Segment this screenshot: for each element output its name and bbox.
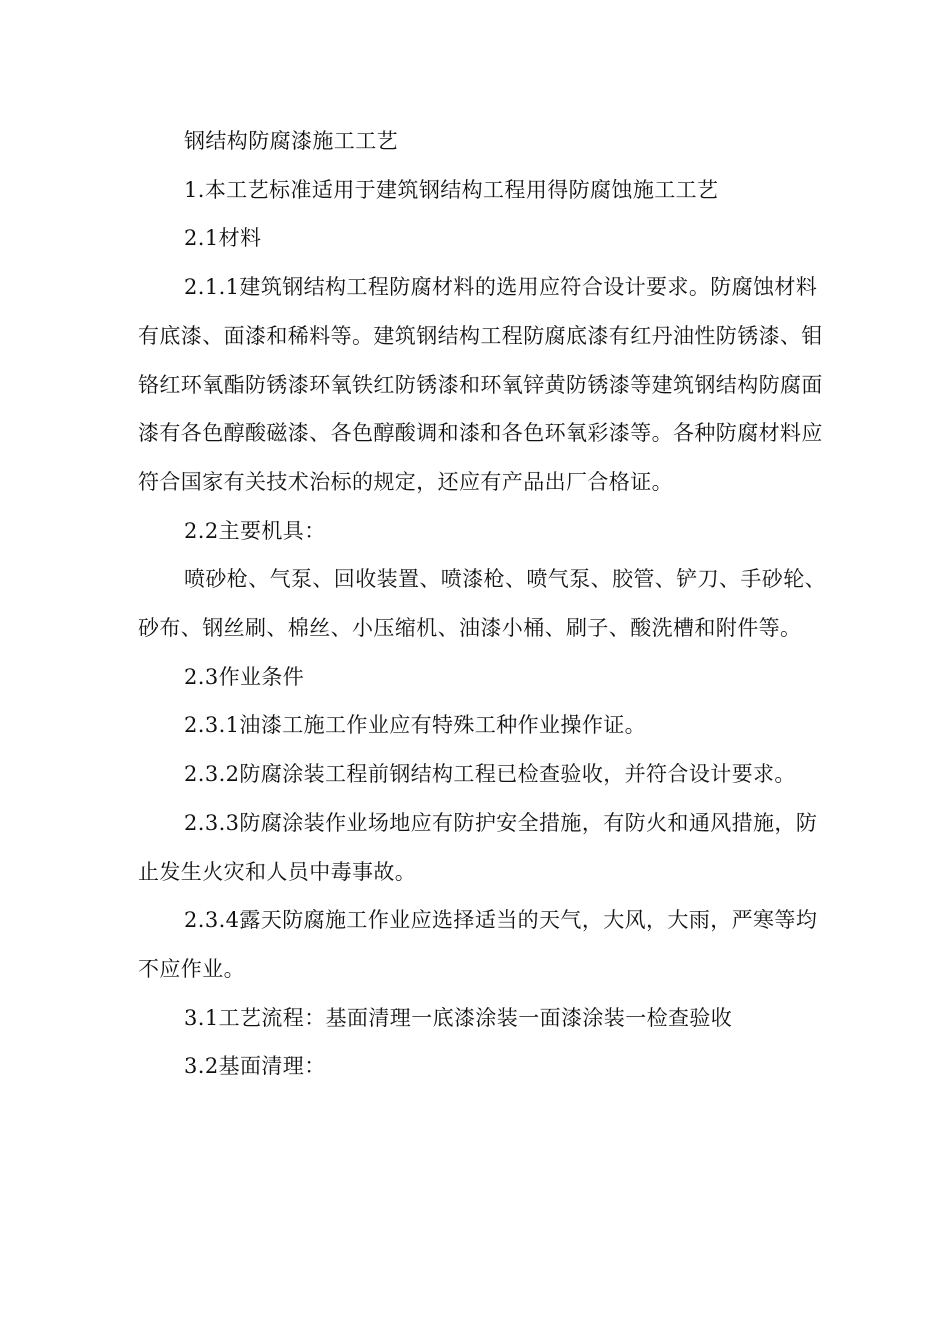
paragraph-process-flow: 3.1工艺流程：基面清理一底漆涂装一面漆涂装一检查验收 (184, 1005, 733, 1030)
heading-materials: 2.1材料 (184, 226, 262, 251)
paragraph-condition-2: 2.3.2防腐涂装工程前钢结构工程已检查验收，并符合设计要求。 (184, 762, 796, 787)
paragraph-materials-detail: 2.1.1建筑钢结构工程防腐材料的选用应符合设计要求。防腐蚀材料有底漆、面漆和稀料等。建筑钢结构工程防腐底漆有红丹油性防锈漆、钼铬红环氧酯防锈漆环氧铁红防锈漆和环氧锌黄防锈漆等建筑钢结构防腐面漆有各色醇酸磁漆、各色醇酸调和漆和各色环氧彩漆等。各种防腐材料应符合国家有关技术治标的规定，还应有产品出厂合格证。 (138, 275, 823, 494)
paragraph-condition-1: 2.3.1油漆工施工作业应有特殊工种作业操作证。 (184, 713, 647, 738)
document-title: 钢结构防腐漆施工工艺 (184, 129, 398, 153)
heading-tools: 2.2主要机具： (184, 518, 326, 543)
paragraph-tools-list: 喷砂枪、气泵、回收装置、喷漆枪、喷气泵、胶管、铲刀、手砂轮、砂布、钢丝刷、棉丝、小压缩机、油漆小桶、刷子、酸洗槽和附件等。 (138, 567, 826, 641)
heading-surface-cleaning: 3.2基面清理： (184, 1054, 326, 1079)
paragraph-condition-3: 2.3.3防腐涂装作业场地应有防护安全措施，有防火和通风措施，防止发生火灾和人员中毒事故。 (138, 810, 818, 884)
paragraph-condition-4: 2.3.4露天防腐施工作业应选择适当的天气，大风，大雨，严寒等均不应作业。 (138, 908, 818, 981)
heading-work-conditions: 2.3作业条件 (184, 664, 305, 689)
document-body (138, 117, 838, 1091)
paragraph-scope: 1.本工艺标准适用于建筑钢结构工程用得防腐蚀施工工艺 (184, 177, 719, 202)
